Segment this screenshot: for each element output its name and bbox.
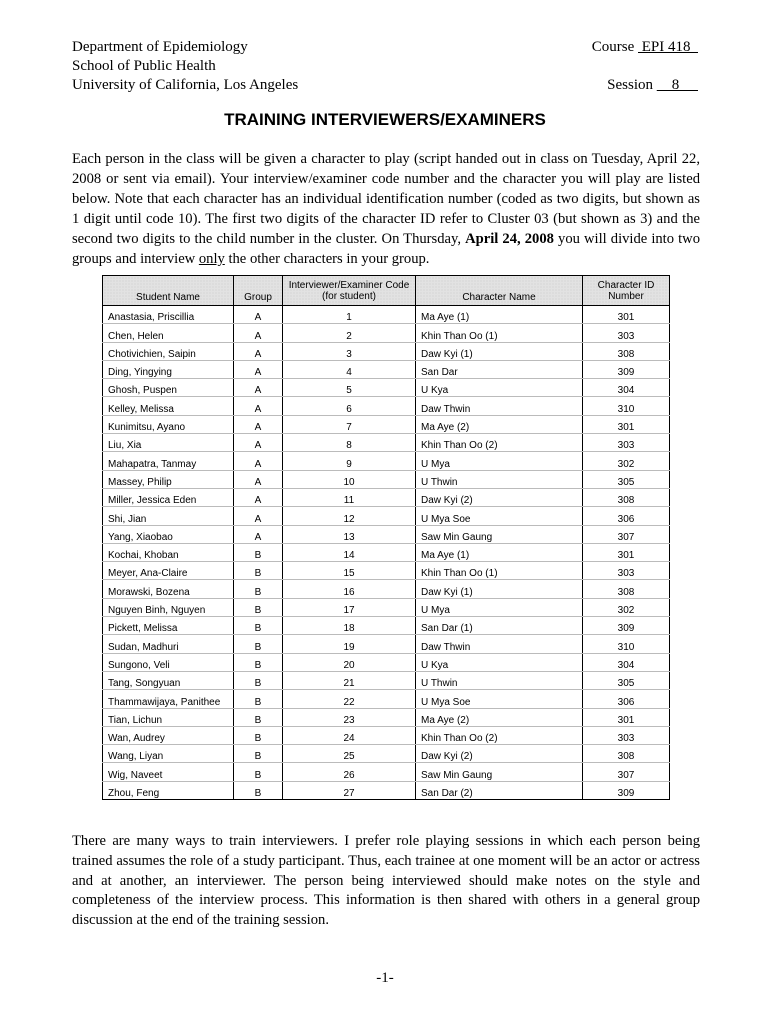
table-row [103, 671, 670, 689]
cell-student-name: Shi, Jian [103, 507, 234, 525]
intro-paragraph [72, 149, 700, 269]
cell-character-name: Khin Than Oo (1) [416, 324, 583, 342]
cell-character-id: 310 [583, 635, 670, 653]
cell-student-name: Nguyen Binh, Nguyen [103, 598, 234, 616]
cell-student-name: Sudan, Madhuri [103, 635, 234, 653]
cell-character-name: San Dar (2) [416, 781, 583, 799]
cell-interviewer-code: 27 [283, 781, 416, 799]
cell-student-name: Sungono, Veli [103, 653, 234, 671]
cell-student-name: Ding, Yingying [103, 360, 234, 378]
cell-interviewer-code: 2 [283, 324, 416, 342]
cell-interviewer-code: 13 [283, 525, 416, 543]
table-row [103, 690, 670, 708]
cell-character-name: Ma Aye (1) [416, 543, 583, 561]
cell-character-name: U Thwin [416, 671, 583, 689]
course-line [592, 38, 698, 57]
table-row [103, 617, 670, 635]
cell-character-id: 305 [583, 470, 670, 488]
table-row [103, 525, 670, 543]
table-row [103, 598, 670, 616]
cell-interviewer-code: 23 [283, 708, 416, 726]
cell-student-name: Yang, Xiaobao [103, 525, 234, 543]
cell-group: B [234, 763, 283, 781]
table-row [103, 708, 670, 726]
cell-interviewer-code: 5 [283, 379, 416, 397]
cell-interviewer-code: 12 [283, 507, 416, 525]
cell-character-id: 303 [583, 562, 670, 580]
cell-student-name: Pickett, Melissa [103, 617, 234, 635]
cell-interviewer-code: 4 [283, 360, 416, 378]
cell-character-id: 306 [583, 507, 670, 525]
table-row [103, 452, 670, 470]
cell-character-name: U Mya Soe [416, 690, 583, 708]
cell-character-name: Daw Kyi (1) [416, 342, 583, 360]
cell-character-id: 308 [583, 745, 670, 763]
table-body [103, 306, 670, 800]
cell-interviewer-code: 17 [283, 598, 416, 616]
cell-interviewer-code: 22 [283, 690, 416, 708]
page-title: TRAINING INTERVIEWERS/EXAMINERS [224, 110, 546, 129]
intro-text-1: Each person in the class will be given a character to play (script handed out in class on Tuesday, April 22, 2008 or sent via email). Your interview/examiner code number and the character you will play are listed below. Note that each character has an individual identification number (coded as two digits, but shown as 1 digit until code 10). The first two digits of the character ID refer to Cluster 03 (but shown as 3) and the second two digits to the child number in the cluster. On Thursday, [72, 151, 700, 247]
cell-interviewer-code: 9 [283, 452, 416, 470]
cell-group: B [234, 745, 283, 763]
cell-character-id: 302 [583, 452, 670, 470]
cell-group: A [234, 306, 283, 324]
cell-character-name: Ma Aye (2) [416, 415, 583, 433]
cell-group: B [234, 580, 283, 598]
session-value: 8 [656, 77, 698, 93]
cell-character-name: Saw Min Gaung [416, 763, 583, 781]
cell-student-name: Anastasia, Priscillia [103, 306, 234, 324]
cell-student-name: Chotivichien, Saipin [103, 342, 234, 360]
cell-student-name: Ghosh, Puspen [103, 379, 234, 397]
cell-character-id: 308 [583, 342, 670, 360]
cell-character-id: 309 [583, 617, 670, 635]
cell-character-name: U Mya Soe [416, 507, 583, 525]
column-header-id: Character ID Number [583, 276, 670, 306]
table-row [103, 342, 670, 360]
cell-character-id: 303 [583, 726, 670, 744]
cell-student-name: Wan, Audrey [103, 726, 234, 744]
cell-interviewer-code: 16 [283, 580, 416, 598]
cell-character-id: 310 [583, 397, 670, 415]
cell-character-id: 304 [583, 653, 670, 671]
table-row [103, 470, 670, 488]
cell-group: B [234, 671, 283, 689]
intro-text-3: the other characters in your group. [224, 251, 430, 267]
cell-interviewer-code: 11 [283, 488, 416, 506]
cell-character-name: Ma Aye (1) [416, 306, 583, 324]
cell-interviewer-code: 18 [283, 617, 416, 635]
cell-character-id: 301 [583, 415, 670, 433]
intro-only: only [198, 251, 225, 267]
cell-character-name: U Mya [416, 452, 583, 470]
cell-interviewer-code: 8 [283, 434, 416, 452]
cell-group: B [234, 562, 283, 580]
cell-character-id: 307 [583, 525, 670, 543]
cell-group: B [234, 653, 283, 671]
cell-group: B [234, 708, 283, 726]
intro-date: April 24, 2008 [465, 231, 554, 247]
cell-character-name: U Mya [416, 598, 583, 616]
cell-character-name: Daw Kyi (1) [416, 580, 583, 598]
table-row [103, 635, 670, 653]
cell-group: A [234, 470, 283, 488]
table-row [103, 763, 670, 781]
cell-student-name: Miller, Jessica Eden [103, 488, 234, 506]
cell-group: B [234, 617, 283, 635]
cell-character-id: 305 [583, 671, 670, 689]
cell-student-name: Wig, Naveet [103, 763, 234, 781]
cell-character-name: Daw Thwin [416, 635, 583, 653]
session-label: Session [607, 77, 653, 93]
assignment-table [102, 275, 670, 800]
department-name: Department of Epidemiology [72, 39, 248, 55]
cell-character-id: 308 [583, 580, 670, 598]
closing-paragraph [72, 832, 700, 931]
table-row [103, 745, 670, 763]
cell-student-name: Kelley, Melissa [103, 397, 234, 415]
cell-interviewer-code: 6 [283, 397, 416, 415]
cell-interviewer-code: 24 [283, 726, 416, 744]
cell-character-name: Ma Aye (2) [416, 708, 583, 726]
cell-character-id: 309 [583, 360, 670, 378]
cell-character-name: Khin Than Oo (2) [416, 726, 583, 744]
cell-group: A [234, 452, 283, 470]
cell-character-id: 306 [583, 690, 670, 708]
cell-student-name: Meyer, Ana-Claire [103, 562, 234, 580]
cell-character-name: U Kya [416, 653, 583, 671]
cell-interviewer-code: 26 [283, 763, 416, 781]
cell-character-name: Khin Than Oo (2) [416, 434, 583, 452]
cell-group: A [234, 397, 283, 415]
cell-character-id: 303 [583, 434, 670, 452]
closing-text: There are many ways to train interviewers. I prefer role playing sessions in which each person being trained assumes the role of a study participant. Thus, each trainee at one moment will be an actor or actress and at another, an interviewer. The person being interviewed should make notes on the style and completeness of the interview process. This information is then shared with others in a general group discussion at the end of the training session. [72, 833, 700, 929]
table-row [103, 415, 670, 433]
table-row [103, 360, 670, 378]
cell-character-name: San Dar [416, 360, 583, 378]
cell-group: B [234, 635, 283, 653]
cell-character-id: 301 [583, 306, 670, 324]
cell-student-name: Tang, Songyuan [103, 671, 234, 689]
cell-character-id: 303 [583, 324, 670, 342]
cell-character-name: San Dar (1) [416, 617, 583, 635]
cell-student-name: Kochai, Khoban [103, 543, 234, 561]
table-row [103, 324, 670, 342]
cell-interviewer-code: 10 [283, 470, 416, 488]
column-header-student: Student Name [103, 276, 234, 306]
cell-character-id: 309 [583, 781, 670, 799]
cell-student-name: Liu, Xia [103, 434, 234, 452]
cell-group: B [234, 598, 283, 616]
table-row [103, 434, 670, 452]
page-number: -1- [376, 970, 394, 986]
cell-interviewer-code: 14 [283, 543, 416, 561]
intro-text-2: you will divide into two groups and interview [72, 231, 701, 267]
cell-interviewer-code: 7 [283, 415, 416, 433]
cell-character-id: 301 [583, 708, 670, 726]
table-row [103, 726, 670, 744]
cell-group: B [234, 690, 283, 708]
table-row [103, 653, 670, 671]
cell-interviewer-code: 21 [283, 671, 416, 689]
cell-group: B [234, 543, 283, 561]
cell-character-name: Khin Than Oo (1) [416, 562, 583, 580]
column-header-group: Group [234, 276, 283, 306]
cell-student-name: Mahapatra, Tanmay [103, 452, 234, 470]
cell-student-name: Zhou, Feng [103, 781, 234, 799]
cell-student-name: Chen, Helen [103, 324, 234, 342]
cell-student-name: Kunimitsu, Ayano [103, 415, 234, 433]
cell-character-id: 302 [583, 598, 670, 616]
cell-group: A [234, 415, 283, 433]
cell-student-name: Wang, Liyan [103, 745, 234, 763]
cell-student-name: Massey, Philip [103, 470, 234, 488]
cell-group: A [234, 488, 283, 506]
cell-student-name: Morawski, Bozena [103, 580, 234, 598]
cell-character-id: 307 [583, 763, 670, 781]
table-row [103, 379, 670, 397]
cell-group: A [234, 360, 283, 378]
cell-interviewer-code: 25 [283, 745, 416, 763]
cell-character-name: Daw Thwin [416, 397, 583, 415]
cell-character-name: U Thwin [416, 470, 583, 488]
table-row [103, 397, 670, 415]
course-value: EPI 418 [638, 39, 698, 55]
cell-group: A [234, 507, 283, 525]
cell-group: A [234, 342, 283, 360]
table-row [103, 543, 670, 561]
cell-group: B [234, 726, 283, 744]
table-row [103, 488, 670, 506]
cell-interviewer-code: 3 [283, 342, 416, 360]
institution-block [72, 38, 472, 95]
table-row [103, 306, 670, 324]
cell-group: A [234, 324, 283, 342]
cell-student-name: Tian, Lichun [103, 708, 234, 726]
column-header-code: Interviewer/Examiner Code (for student) [283, 276, 416, 306]
table-row [103, 507, 670, 525]
cell-character-name: Daw Kyi (2) [416, 488, 583, 506]
table-row [103, 580, 670, 598]
column-header-character: Character Name [416, 276, 583, 306]
course-label: Course [591, 39, 635, 55]
cell-character-name: Saw Min Gaung [416, 525, 583, 543]
university-name: University of California, Los Angeles [72, 77, 299, 93]
table-row [103, 781, 670, 799]
cell-character-name: Daw Kyi (2) [416, 745, 583, 763]
cell-character-id: 304 [583, 379, 670, 397]
cell-student-name: Thammawijaya, Panithee [103, 690, 234, 708]
table-row [103, 562, 670, 580]
cell-group: A [234, 525, 283, 543]
cell-character-id: 308 [583, 488, 670, 506]
cell-character-name: U Kya [416, 379, 583, 397]
cell-character-id: 301 [583, 543, 670, 561]
cell-group: A [234, 379, 283, 397]
cell-interviewer-code: 15 [283, 562, 416, 580]
cell-interviewer-code: 19 [283, 635, 416, 653]
table-header-row [103, 276, 670, 306]
cell-group: B [234, 781, 283, 799]
cell-interviewer-code: 20 [283, 653, 416, 671]
session-line [607, 76, 698, 95]
cell-interviewer-code: 1 [283, 306, 416, 324]
cell-group: A [234, 434, 283, 452]
school-name: School of Public Health [72, 58, 216, 74]
